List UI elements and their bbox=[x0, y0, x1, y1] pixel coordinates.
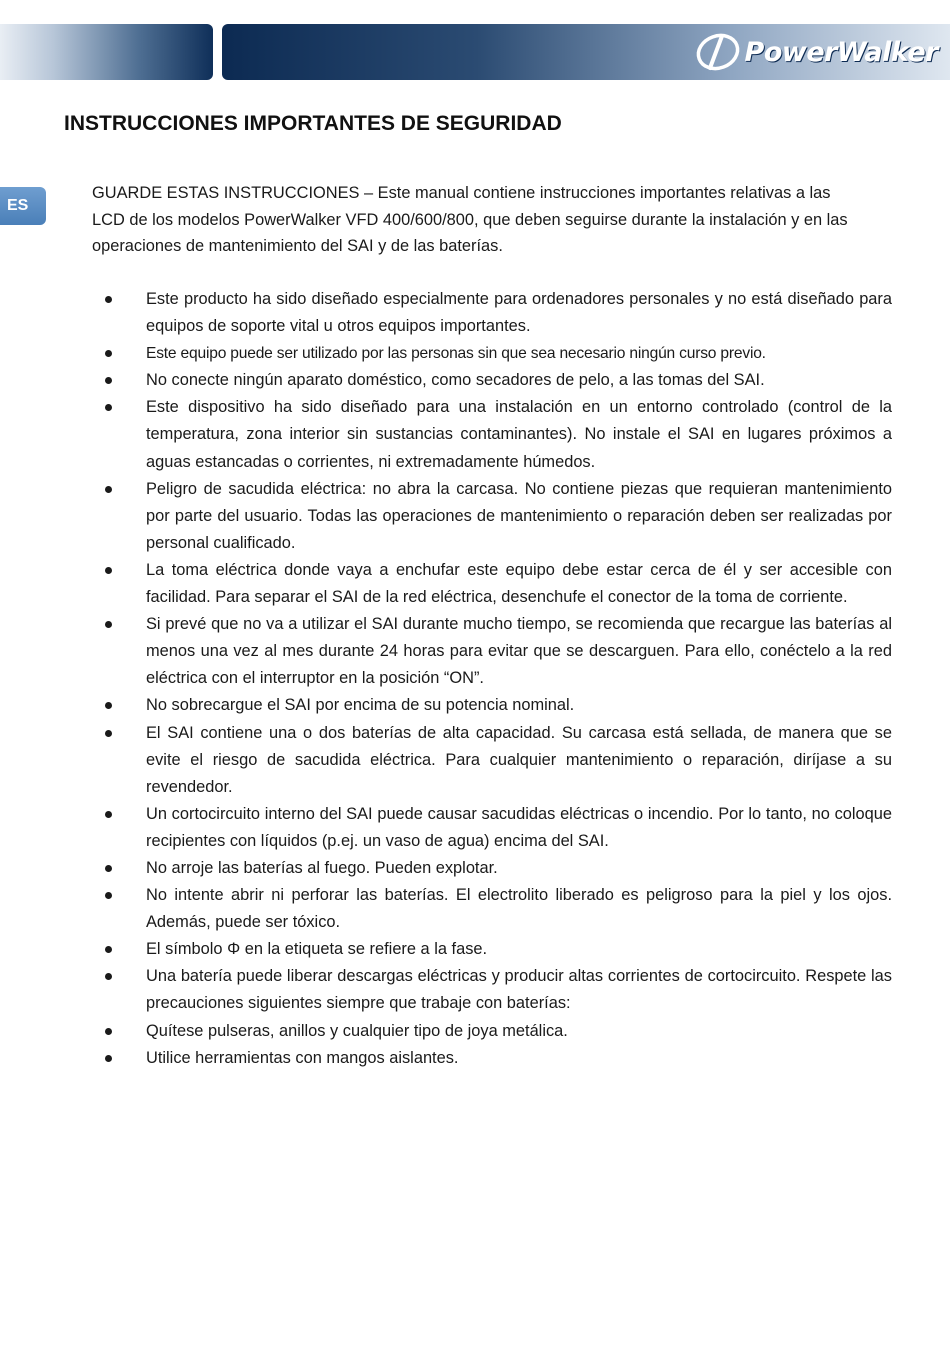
list-item bbox=[100, 1018, 892, 1045]
list-item bbox=[100, 367, 892, 394]
list-item bbox=[100, 855, 892, 882]
list-item bbox=[100, 611, 892, 692]
list-item-text: Si prevé que no va a utilizar el SAI durante mucho tiempo, se recomienda que recargue las baterías al menos una vez al mes durante 24 horas para evitar que se descarguen. Para ello, conéctelo a la red eléctrica con el interruptor en la posición “ON”. bbox=[146, 615, 892, 688]
page-header bbox=[0, 24, 950, 80]
list-item bbox=[100, 286, 892, 340]
list-item-text: No arroje las baterías al fuego. Pueden explotar. bbox=[146, 858, 498, 877]
list-item bbox=[100, 936, 892, 963]
safety-instructions-list bbox=[100, 286, 892, 1072]
list-item-text: No conecte ningún aparato doméstico, como secadores de pelo, a las tomas del SAI. bbox=[146, 371, 765, 390]
powerwalker-logo-icon bbox=[695, 32, 741, 72]
list-item-text: Este dispositivo ha sido diseñado para una instalación en un entorno controlado (control de la temperatura, zona interior sin sustancias contaminantes). No instale el SAI en lugares próximos a aguas estancadas o corrientes, ni extremadamente húmedos. bbox=[146, 398, 892, 471]
list-item-text: Utilice herramientas con mangos aislantes. bbox=[146, 1048, 459, 1067]
list-item-text: Un cortocircuito interno del SAI puede causar sacudidas eléctricas o incendio. Por lo tanto, no coloque recipientes con líquidos (p.ej. un vaso de agua) encima del SAI. bbox=[146, 804, 892, 850]
bullet-icon bbox=[105, 946, 112, 953]
bullet-icon bbox=[105, 404, 112, 411]
bullet-icon bbox=[105, 730, 112, 737]
bullet-icon bbox=[105, 1028, 112, 1035]
list-item-text: Una batería puede liberar descargas eléctricas y producir altas corrientes de cortocircuito. Respete las precauciones siguientes siempre que trabaje con baterías: bbox=[146, 967, 892, 1013]
bullet-icon bbox=[105, 892, 112, 899]
bullet-icon bbox=[105, 296, 112, 303]
list-item bbox=[100, 692, 892, 719]
bullet-icon bbox=[105, 350, 112, 357]
list-item bbox=[100, 1045, 892, 1072]
bullet-icon bbox=[105, 486, 112, 493]
list-item-text: Quítese pulseras, anillos y cualquier tipo de joya metálica. bbox=[146, 1021, 568, 1040]
list-item-text: Este producto ha sido diseñado especialmente para ordenadores personales y no está diseñado para equipos de soporte vital u otros equipos importantes. bbox=[146, 290, 892, 336]
list-item bbox=[100, 394, 892, 475]
bullet-icon bbox=[105, 377, 112, 384]
list-item bbox=[100, 340, 892, 367]
bullet-icon bbox=[105, 621, 112, 628]
header-banner-right bbox=[222, 24, 950, 80]
list-item-text: El SAI contiene una o dos baterías de alta capacidad. Su carcasa está sellada, de manera que se evite el riesgo de sacudida eléctrica. Para cualquier mantenimiento o reparación, diríjase a su revendedor. bbox=[146, 723, 892, 796]
list-item-text: No intente abrir ni perforar las baterías. El electrolito liberado es peligroso para la piel y los ojos. Además, puede ser tóxico. bbox=[146, 886, 892, 932]
intro-paragraph: GUARDE ESTAS INSTRUCCIONES – Este manual contiene instrucciones importantes relativas a las LCD de los modelos PowerWalker VFD 400/600/800, que deben seguirse durante la instalación y en las operaciones de mantenimiento del SAI y de las baterías. bbox=[92, 184, 848, 255]
powerwalker-logo bbox=[695, 32, 938, 72]
list-item bbox=[100, 801, 892, 855]
list-item-text: Peligro de sacudida eléctrica: no abra la carcasa. No contiene piezas que requieran mantenimiento por parte del usuario. Todas las operaciones de mantenimiento o reparación deben ser realizadas por personal cualificado. bbox=[146, 479, 892, 552]
list-item bbox=[100, 557, 892, 611]
list-item bbox=[100, 882, 892, 936]
bullet-icon bbox=[105, 811, 112, 818]
list-item-text: No sobrecargue el SAI por encima de su potencia nominal. bbox=[146, 696, 575, 715]
logo-text: PowerWalker bbox=[744, 36, 938, 68]
bullet-icon bbox=[105, 865, 112, 872]
bullet-icon bbox=[105, 1055, 112, 1062]
list-item-text: El símbolo Φ en la etiqueta se refiere a la fase. bbox=[146, 940, 488, 959]
header-banner-left bbox=[0, 24, 213, 80]
language-tab: ES bbox=[0, 187, 46, 225]
list-item bbox=[100, 476, 892, 557]
list-item bbox=[100, 963, 892, 1017]
bullet-icon bbox=[105, 973, 112, 980]
page-title: INSTRUCCIONES IMPORTANTES DE SEGURIDAD bbox=[64, 112, 562, 135]
bullet-icon bbox=[105, 702, 112, 709]
list-item-text: Este equipo puede ser utilizado por las personas sin que sea necesario ningún curso previo. bbox=[146, 345, 766, 363]
list-item bbox=[100, 720, 892, 801]
bullet-icon bbox=[105, 567, 112, 574]
list-item-text: La toma eléctrica donde vaya a enchufar este equipo debe estar cerca de él y ser accesible con facilidad. Para separar el SAI de la red eléctrica, desenchufe el conector de la toma de corriente. bbox=[146, 560, 892, 607]
